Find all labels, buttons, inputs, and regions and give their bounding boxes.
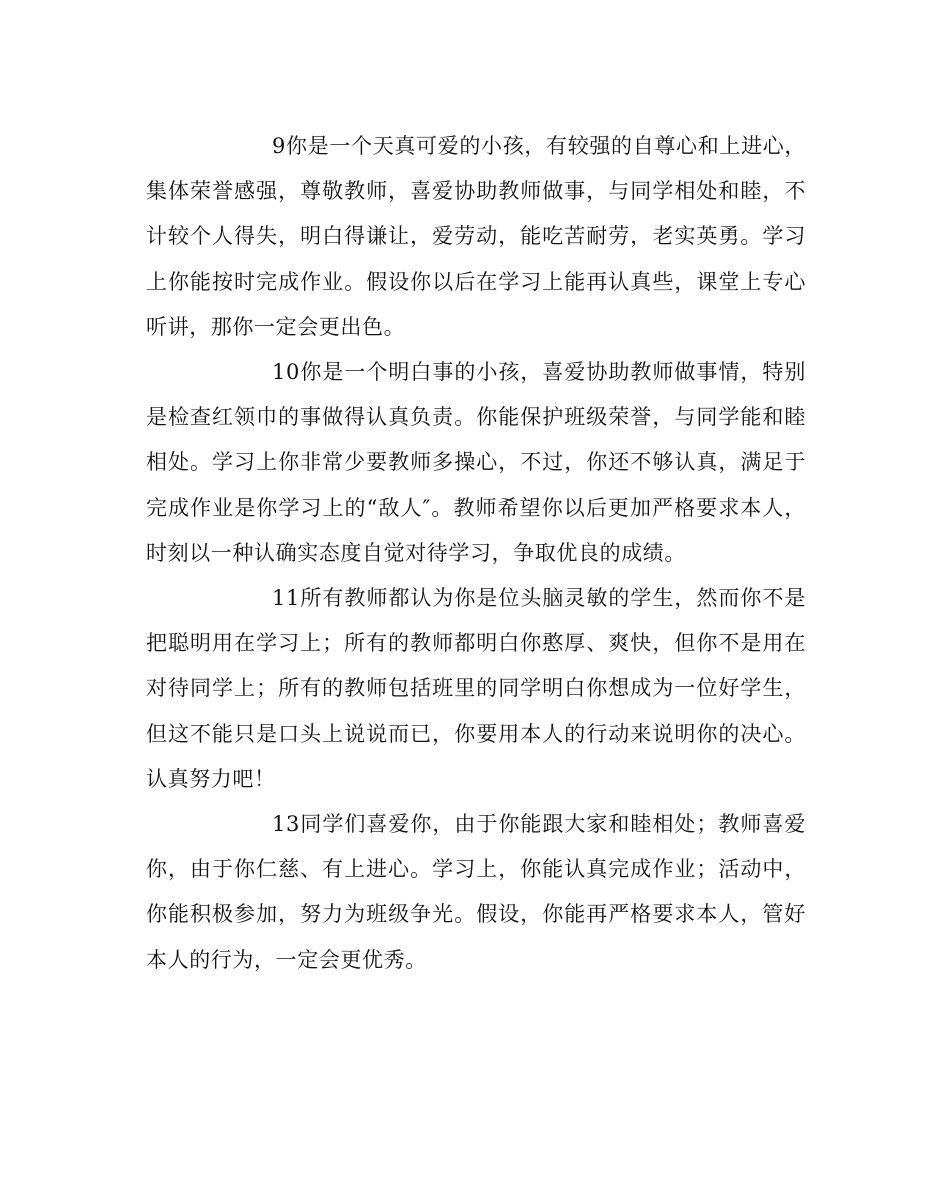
paragraph-10: 10你是一个明白事的小孩，喜爱协助教师做事情，特别是检查红领巾的事做得认真负责。你能保护班级荣誉，与同学能和睦相处。学习上你非常少要教师多操心，不过，你还不够认真，满足于完成作业是你学习上的“敌人″。教师希望你以后更加严格要求本人，时刻以一种认确实态度自觉对待学习，争取优良的成绩。 [146,360,806,565]
paragraph-13: 13同学们喜爱你，由于你能跟大家和睦相处；教师喜爱你，由于你仁慈、有上进心。学习上，你能认真完成作业；活动中，你能积极参加，努力为班级争光。假设，你能再严格要求本人，管好本人的行为，一定会更优秀。 [146,812,806,972]
paragraph-11: 11所有教师都认为你是位头脑灵敏的学生，然而你不是把聪明用在学习上；所有的教师都明白你憨厚、爽快，但你不是用在对待同学上；所有的教师包括班里的同学明白你想成为一位好学生，但这不能只是口头上说说而已，你要用本人的行动来说明你的决心。认真努力吧！ [146,586,806,791]
document-body [146,124,806,983]
paragraph-9: 9你是一个天真可爱的小孩，有较强的自尊心和上进心，集体荣誉感强，尊敬教师，喜爱协助教师做事，与同学相处和睦，不计较个人得失，明白得谦让，爱劳动，能吃苦耐劳，老实英勇。学习上你能按时完成作业。假设你以后在学习上能再认真些，课堂上专心听讲，那你一定会更出色。 [146,134,806,339]
